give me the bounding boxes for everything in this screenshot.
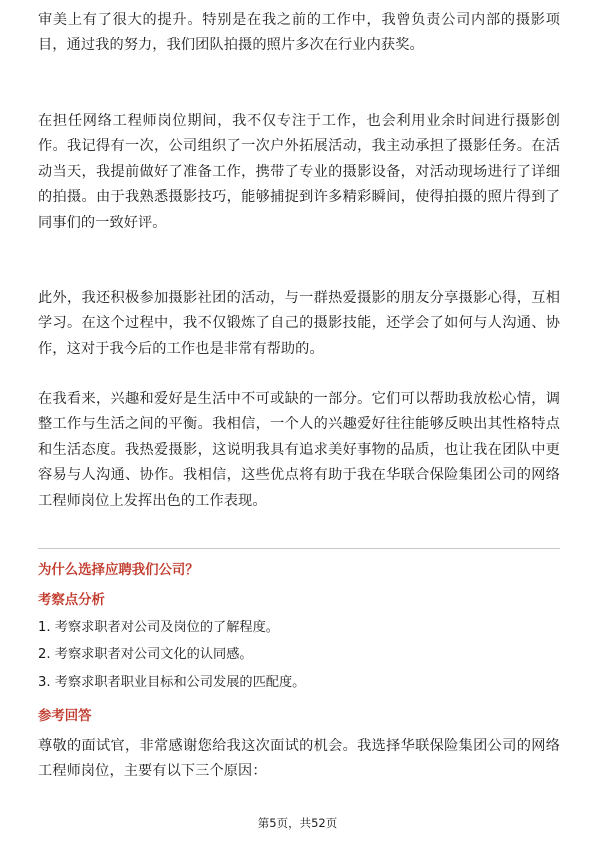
paragraph-interests-view: 在我看来，兴趣和爱好是生活中不可或缺的一部分。它们可以帮助我放松心情，调整工作与生活之间的平衡。我相信，一个人的兴趣爱好往往能够反映出其性格特点和生活态度。我热爱摄影，这说明我具有追求美好事物的品质，也让我在团队中更容易与人沟通、协作。我相信，这些优点将有助于我在华联合保险集团公司的网络工程师岗位上发挥出色的工作表现。 <box>38 391 560 509</box>
paragraph-outdoor-activity: 在担任网络工程师岗位期间，我不仅专注于工作，也会利用业余时间进行摄影创作。我记得有一次，公司组织了一次户外拓展活动，我主动承担了摄影任务。在活动当天，我提前做好了准备工作，携带了专业的摄影设备，对活动现场进行了详细的拍摄。由于我熟悉摄影技巧，能够捕捉到许多精彩瞬间，使得拍摄的照片得到了同事们的一致好评。 <box>38 113 560 231</box>
document-page <box>38 0 560 842</box>
answer-heading: 参考回答 <box>38 709 92 724</box>
analysis-heading: 考察点分析 <box>38 593 105 608</box>
analysis-item: 2. 考察求职者对公司文化的认同感。 <box>38 647 253 662</box>
question-title: 为什么选择应聘我们公司？ <box>38 563 199 578</box>
page-number-footer: 第5页，共52页 <box>257 816 338 830</box>
answer-paragraph: 尊敬的面试官，非常感谢您给我这次面试的机会。我选择华联保险集团公司的网络工程师岗位，主要有以下三个原因： <box>38 738 560 780</box>
paragraph-photography-club: 此外，我还积极参加摄影社团的活动，与一群热爱摄影的朋友分享摄影心得，互相学习。在这个过程中，我不仅锻炼了自己的摄影技能，还学会了如何与人沟通、协作，这对于我今后的工作也是非常有帮助的。 <box>38 290 560 357</box>
paragraph-photography-awards: 审美上有了很大的提升。特别是在我之前的工作中，我曾负责公司内部的摄影项目，通过我的努力，我们团队拍摄的照片多次在行业内获奖。 <box>38 12 560 54</box>
section-divider <box>38 548 560 549</box>
analysis-item: 3. 考察求职者职业目标和公司发展的匹配度。 <box>38 675 306 690</box>
analysis-item: 1. 考察求职者对公司及岗位的了解程度。 <box>38 620 279 635</box>
